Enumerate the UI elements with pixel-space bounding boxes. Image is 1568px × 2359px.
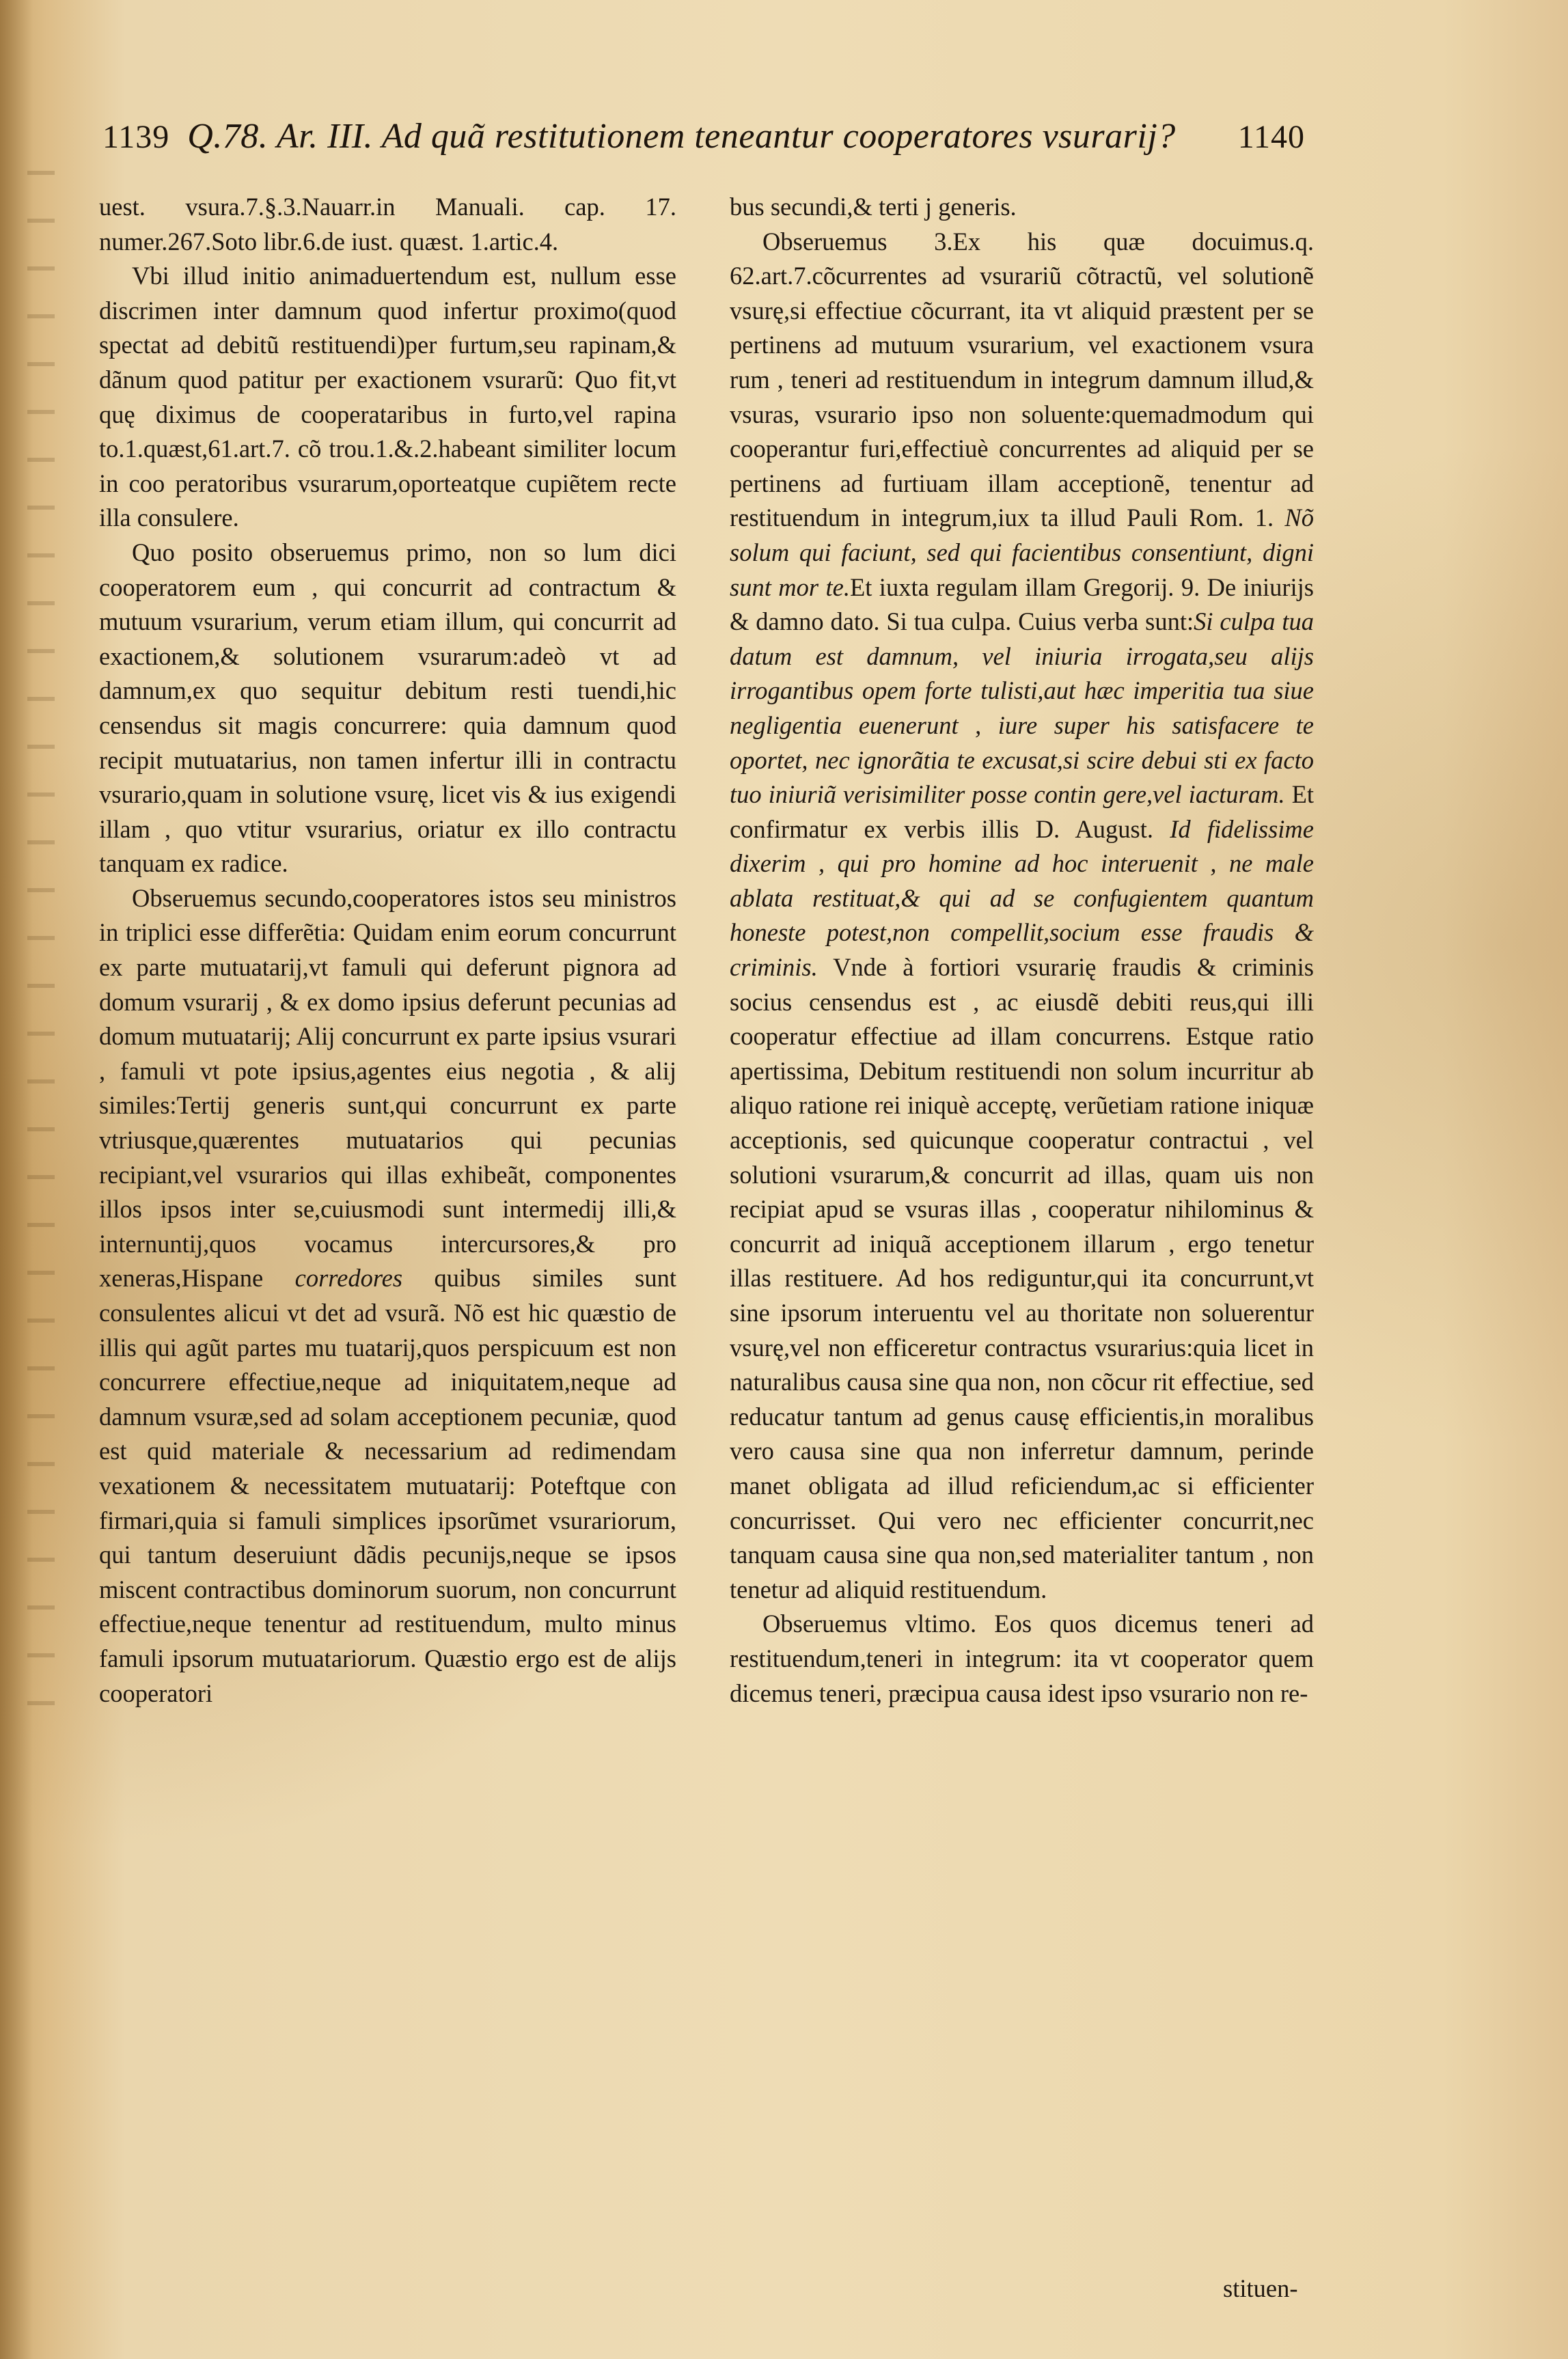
italic-quotation: Nõ solum qui faciunt, sed qui facientibus consentiunt, digni sunt mor te. [730,503,1314,601]
paragraph [99,259,676,536]
text-segment: Obseruemus secundo,cooperatores istos seu ministros in triplici esse differẽtia: Quidam enim eorum concurrunt ex parte mutuatarij,vt famuli qui deferunt pignora ad domum vsurarij , & ex domo ipsius deferunt pecunias ad domum mutuatarij; Alij concurrunt ex parte ipsius vsurari , famuli vt pote ipsius,agentes eius negotia , & alij similes:Tertij generis sunt,qui concurrunt ex parte vtriusque,quærentes mutuatarios qui pecunias recipiant,vel vsurarios qui illas exhibeãt, componentes illos ipsos inter se,cuiusmodi sunt intermedij illi,& internuntij,quos vocamus intercursores,& pro xeneras,Hispane [99,883,676,1293]
text-segment: Obseruemus 3.Ex his quæ docuimus.q. 62.art.7.cõcurrentes ad vsurariũ cõtractũ, vel solutionẽ vsurę,si effectiue cõcurrant, ita vt aliquid præstent per se pertinens ad mutuum vsurarium, vel exactionem vsura rum , teneri ad restituendum in integrum damnum illud,& vsuras, vsurario ipso non soluente:quemadmodum qui cooperantur furi,effectiuè concurrentes ad aliquid per se pertinens ad furtiuam illam acceptionẽ, tenentur ad restituendum in integrum,iux ta illud Pauli Rom. 1. [730,227,1314,532]
binding-stitch-marks [27,171,55,1742]
paragraph [730,225,1314,1608]
italic-quotation: Id fidelissime dixerim , qui pro homine ad hoc interuenit , ne male ablata restituat,& qui ad se confugientem quantum honeste potest,non compellit,socium esse fraudis & criminis. [730,814,1314,982]
text-segment: Obseruemus vltimo. Eos quos dicemus teneri ad restituendum,teneri in integrum: ita vt cooperator quem dicemus teneri, præcipua causa idest ipso vsurario non re- [730,1610,1314,1707]
folio-right: 1140 [1237,119,1305,155]
paragraph [99,190,676,259]
paragraph [99,536,676,881]
text-segment: Vbi illud initio animaduertendum est, nullum esse discrimen inter damnum quod infertur proximo(quod spectat ad debitũ restituendi)per furtum,seu rapinam,& dãnum quod patitur per exactionem vsurarũ: Quo fit,vt quę diximus de cooperataribus in furto,vel rapina to.1.quæst,61.art.7. cõ trou.1.&.2.habeant similiter locum in coo peratoribus vsurarum,oporteatque cupiẽtem recte illa consulere. [99,262,676,532]
running-title: Q.78. Ar. III. Ad quã restitutionem teneantur cooperatores vsurarij? [187,117,1176,156]
left-text-column [99,190,676,1711]
paragraph [730,1607,1314,1711]
right-text-column [730,190,1314,1711]
folio-left: 1139 [102,119,170,155]
text-segment: Vnde à fortiori vsurarię fraudis & criminis socius censendus est , ac eiusdẽ debiti reus,qui illi cooperatur effectiue ad illam concurrens. Estque ratio apertissima, Debitum restituendi non solum incurritur ab aliquo ratione rei iniquè acceptę, verũetiam ratione iniquæ acceptionis, sed quicunque cooperatur contractui , vel solutioni vsurarum,& concurrit ad illas, quam uis non recipiat apud se vsuras illas , cooperatur nihilominus & concurrit ad iniquã acceptionem illarum , ergo tenetur illas restituere. Ad hos rediguntur,qui ita concurrunt,vt sine ipsorum interuentu vel au thoritate non soluerentur vsurę,vel non efficeretur contractus vsurarius:quia licet in naturalibus causa sine qua non, non cõcur rit effectiue, sed reducatur tantum ad genus causę efficientis,in moralibus vero causa sine qua non inferretur damnum, perinde manet obligata ad illud reficiendum,ac si efficienter concurrisset. Qui vero nec efficienter concurrit,nec tanquam causa sine qua non,sed materialiter tantum , non tenetur ad aliquid restituendum. [730,953,1314,1603]
text-segment: quibus similes sunt consulentes alicui vt det ad vsurã. Nõ est hic quæstio de illis qui agũt partes mu tuatarij,quos perspicuum est non concurrere effectiue,neque ad iniquitatem,neque ad damnum vsuræ,sed ad solam acceptionem pecuniæ, quod est quid materiale & necessarium ad redimendam vexationem & necessitatem mutuatarij: Poteftque con firmari,quia si famuli simplices ipsorũmet vsurariorum, qui tantum deseruiunt dãdis pecunijs,neque se ipsos miscent contractibus dominorum suorum, non concurrunt effectiue,neque tenentur ad restituendum, multo minus famuli ipsorum mutuatariorum. Quæstio ergo est de alijs cooperatori [99,1264,676,1707]
text-segment: Et iuxta regulam illam Gregorij. 9. De iniurijs & damno dato. Si tua culpa. Cuius verba sunt: [730,572,1314,636]
text-segment: Quo posito obseruemus primo, non so lum dici cooperatorem eum , qui concurrit ad contractum & mutuum vsurarium, verum etiam illum, qui concurrit ad exactionem,& solutionem vsurarum:adeò vt ad damnum,ex quo sequitur debitum resti tuendi,hic censendus sit magis concurrere: quia damnum quod recipit mutuatarius, non tamen infertur illi in contractu vsurario,quam in solutione vsurę, licet vis & ius exigendi illam , quo vtitur vsurarius, oriatur ex illo contractu tanquam ex radice. [99,538,676,878]
text-segment: bus secundi,& terti j generis. [730,193,1017,221]
paragraph [730,190,1314,225]
text-segment: uest. vsura.7.§.3.Nauarr.in Manuali. cap. 17. numer.267.Soto libr.6.de iust. quæst. 1.artic.4. [99,193,676,256]
italic-quotation: corredores [294,1264,403,1293]
italic-quotation: Si culpa tua datum est damnum, vel iniuria irrogata,seu alijs irrogantibus opem forte tulisti,aut hæc imperitia tua siue negligentia euenerunt , iure super his satisfacere te oportet, nec ignorãtia te excusat,si scire debui sti ex facto tuo iniuriã verisimiliter posse contin gere,vel iacturam. [730,607,1314,809]
running-head [102,116,1305,171]
catchword: stituen- [1223,2274,1298,2302]
text-segment: Et confirmatur ex verbis illis D. August. [730,780,1315,843]
paragraph [99,881,676,1711]
